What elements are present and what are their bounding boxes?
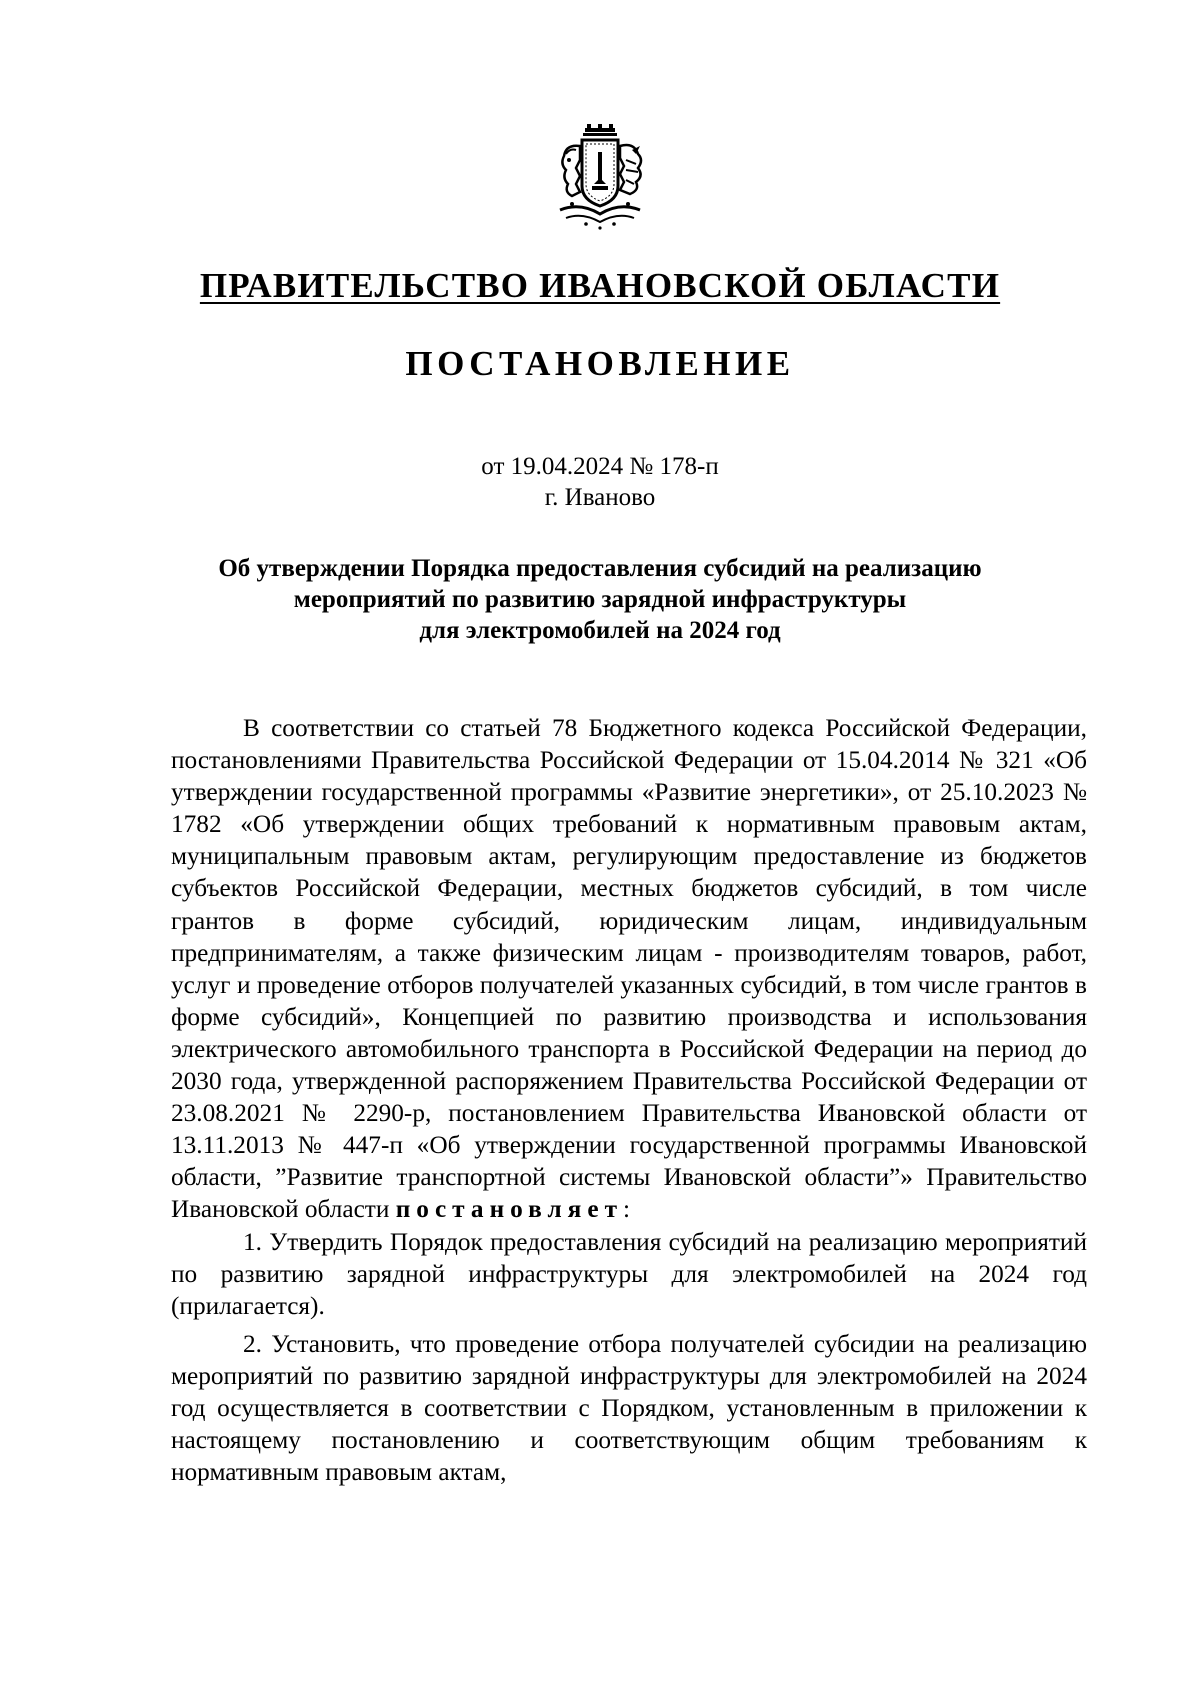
city: г. Иваново (544, 484, 656, 511)
government-title-text: ПРАВИТЕЛЬСТВО ИВАНОВСКОЙ ОБЛАСТИ (199, 266, 1001, 305)
subject-line-2: мероприятий по развитию зарядной инфраструктуры (293, 586, 907, 613)
document-body (171, 712, 1087, 1488)
document-type: ПОСТАНОВЛЕНИЕ (405, 344, 795, 383)
subject-line-3: для электромобилей на 2024 год (419, 617, 781, 644)
preamble-paragraph (171, 712, 1087, 1226)
resolves-colon: : (623, 1195, 631, 1224)
date-number: от 19.04.2024 № 178-п (481, 453, 719, 480)
government-title (0, 266, 1200, 306)
item-1-paragraph: 1. Утвердить Порядок предоставления субсидий на реализацию мероприятий по развитию зарядной инфраструктуры для электромобилей на 2024 год (прилагается). (171, 1227, 1087, 1320)
preamble-text: В соответствии со статьей 78 Бюджетного кодекса Российской Федерации, постановлениями Правительства Российской Федерации от 15.04.2014 № 321 «Об утверждении государственной программы «Развитие энергетики», от 25.10.2023 № 1782 «Об утверждении общих требований к нормативным правовым актам, муниципальным правовым актам, регулирующим предоставление из бюджетов субъектов Российской Федерации, местных бюджетов субсидий, в том числе грантов в форме субсидий, юридическим лицам, индивидуальным предпринимателям, а также физическим лицам - производителям товаров, работ, услуг и проведение отборов получателей указанных субсидий, в том числе грантов в форме субсидий», Концепцией по развитию производства и использования электрического автомобильного транспорта в Российской Федерации на период до 2030 года, утвержденной распоряжением Правительства Российской Федерации от 23.08.2021 № 2290-р, постановлением Правительства Ивановской области от 13.11.2013 № 447-п «Об утверждении государственной программы Ивановской области, ”Развитие транспортной системы Ивановской области”» Правительство Ивановской области (171, 714, 1087, 1224)
resolves-keyword: постановляет (395, 1195, 624, 1224)
document-subject (150, 553, 1050, 646)
item-2-paragraph: 2. Установить, что проведение отбора получателей субсидии на реализацию мероприятий по развитию зарядной инфраструктуры для электромобилей на 2024 год осуществляется в соответствии с Порядком, установленным в приложении к настоящему постановлению и соответствующим общим требованиям к нормативным правовым актам, (171, 1329, 1087, 1487)
coat-of-arms-emblem-icon (552, 124, 648, 230)
subject-line-1: Об утверждении Порядка предоставления субсидий на реализацию (218, 555, 982, 582)
